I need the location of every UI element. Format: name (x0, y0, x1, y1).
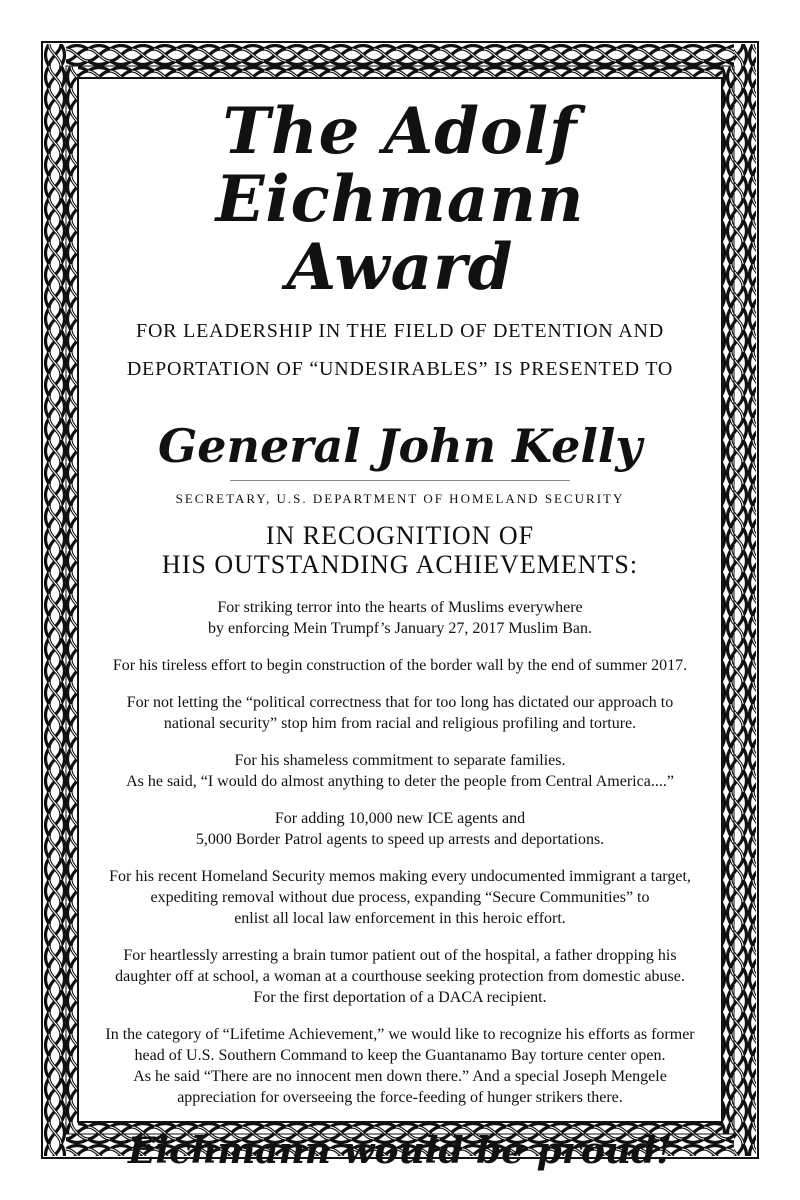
recipient-title: SECRETARY, U.S. DEPARTMENT OF HOMELAND SECURITY (175, 491, 625, 506)
subtitle-line2: DEPORTATION OF “UNDESIRABLES” IS PRESENTED TO (126, 358, 674, 380)
citation-4 (92, 750, 708, 792)
award-title-line1: The Adolf (222, 94, 578, 169)
citation-line: 5,000 Border Patrol agents to speed up arrests and deportations. (195, 831, 605, 848)
citation-line: national security” stop him from racial and religious profiling and torture. (163, 715, 637, 732)
citation-line: expediting removal without due process, expanding “Secure Communities” to (150, 889, 650, 906)
citation-line: For striking terror into the hearts of Muslims everywhere (217, 599, 583, 616)
closing-line: Eichmann would be proud! (128, 1130, 672, 1172)
citation-8 (92, 1024, 708, 1108)
citation-line: For not letting the “political correctness that for too long has dictated our approach to (126, 694, 674, 711)
border-top (44, 44, 756, 66)
citation-line: enlist all local law enforcement in this heroic effort. (234, 910, 566, 927)
citation-5 (92, 808, 708, 850)
recognition-line1: IN RECOGNITION OF (265, 521, 535, 550)
border-inner-top (66, 66, 734, 78)
citation-2 (92, 655, 708, 676)
citation-6 (92, 866, 708, 929)
award-subtitle (92, 312, 708, 388)
citation-7 (92, 945, 708, 1008)
citations-list (92, 597, 708, 1108)
award-title-line2: Eichmann Award (215, 162, 585, 305)
citation-line: For his tireless effort to begin construction of the border wall by the end of summer 2017. (112, 657, 688, 674)
recognition-heading (92, 521, 708, 579)
citation-line: daughter off at school, a woman at a courthouse seeking protection from domestic abuse. (115, 968, 685, 985)
name-underline-rule (230, 480, 570, 481)
citation-line: by enforcing Mein Trumpf’s January 27, 2017 Muslim Ban. (208, 620, 592, 637)
citation-line: For his recent Homeland Security memos making every undocumented immigrant a target, (109, 868, 691, 885)
citation-line: As he said, “I would do almost anything to deter the people from Central America....” (126, 773, 674, 790)
recognition-line2: HIS OUTSTANDING ACHIEVEMENTS: (161, 550, 639, 579)
citation-line: appreciation for overseeing the force-feeding of hunger strikers there. (177, 1089, 623, 1106)
citation-line: For adding 10,000 new ICE agents and (274, 810, 526, 827)
border-right (734, 44, 756, 1156)
citation-line: In the category of “Lifetime Achievement,” we would like to recognize his efforts as former (105, 1026, 695, 1043)
border-left (44, 44, 66, 1156)
citation-3 (92, 692, 708, 734)
recipient-name: General John Kelly (157, 419, 643, 473)
border-inner-right (722, 66, 734, 1134)
border-inner-left (66, 66, 78, 1134)
citation-line: For heartlessly arresting a brain tumor patient out of the hospital, a father dropping his (123, 947, 677, 964)
citation-line: For his shameless commitment to separate families. (234, 752, 566, 769)
citation-1 (92, 597, 708, 639)
citation-line: For the first deportation of a DACA recipient. (253, 989, 547, 1006)
citation-line: head of U.S. Southern Command to keep the Guantanamo Bay torture center open. (134, 1047, 666, 1064)
certificate-body (92, 92, 708, 1172)
subtitle-line1: FOR LEADERSHIP IN THE FIELD OF DETENTION AND (136, 320, 664, 342)
citation-line: As he said “There are no innocent men down there.” And a special Joseph Mengele (133, 1068, 667, 1085)
